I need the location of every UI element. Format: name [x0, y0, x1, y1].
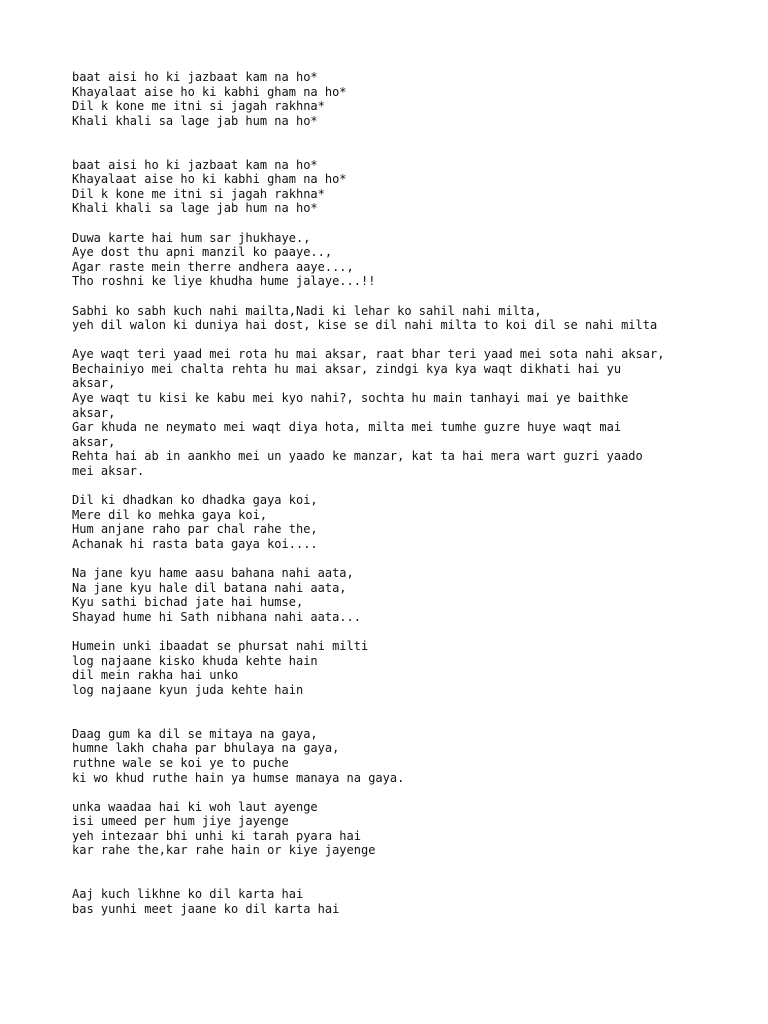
text-line: unka waadaa hai ki woh laut ayenge [72, 799, 318, 814]
text-line: Na jane kyu hame aasu bahana nahi aata, [72, 566, 354, 581]
stanza [72, 493, 752, 551]
stanza-gap [72, 625, 752, 640]
document-page [72, 70, 752, 916]
text-line: aksar, [72, 376, 116, 391]
text-line: log najaane kyun juda kehte hain [72, 682, 304, 697]
text-line: isi umeed per hum jiye jayenge [72, 814, 289, 829]
text-line: Shayad hume hi Sath nibhana nahi aata... [72, 609, 361, 624]
stanza-gap [72, 128, 752, 157]
stanza-gap [72, 785, 752, 800]
text-line: Aaj kuch likhne ko dil karta hai [72, 887, 304, 902]
text-line: Dil k kone me itni si jagah rakhna* [72, 186, 325, 201]
text-line: Sabhi ko sabh kuch nahi mailta,Nadi ki lehar ko sahil nahi milta, [72, 303, 542, 318]
text-line: Aye dost thu apni manzil ko paaye.., [72, 245, 333, 260]
text-line: Agar raste mein therre andhera aaye..., [72, 259, 354, 274]
text-line: Khali khali sa lage jab hum na ho* [72, 113, 318, 128]
text-line: Dil k kone me itni si jagah rakhna* [72, 99, 325, 114]
text-line: dil mein rakha hai unko [72, 668, 239, 683]
stanza-gap [72, 858, 752, 887]
stanza-gap [72, 698, 752, 727]
text-line: aksar, [72, 434, 116, 449]
stanza-gap [72, 479, 752, 494]
text-line: Humein unki ibaadat se phursat nahi milti [72, 639, 369, 654]
stanza [72, 887, 752, 916]
text-line: Duwa karte hai hum sar jhukhaye., [72, 230, 311, 245]
text-line: Aye waqt teri yaad mei rota hu mai aksar, raat bhar teri yaad mei sota nahi aksar, [72, 347, 665, 362]
stanza [72, 304, 752, 333]
text-line: Khayalaat aise ho ki kabhi gham na ho* [72, 84, 347, 99]
text-line: log najaane kisko khuda kehte hain [72, 653, 318, 668]
stanza-gap [72, 216, 752, 231]
text-line: Aye waqt tu kisi ke kabu mei kyo nahi?, sochta hu main tanhayi mai ye baithke [72, 391, 629, 406]
text-line: Khali khali sa lage jab hum na ho* [72, 201, 318, 216]
text-line: Bechainiyo mei chalta rehta hu mai aksar, zindgi kya kya waqt dikhati hai yu [72, 361, 622, 376]
stanza-gap [72, 333, 752, 348]
text-line: Kyu sathi bichad jate hai humse, [72, 595, 304, 610]
text-line: kar rahe the,kar rahe hain or kiye jayenge [72, 843, 376, 858]
text-line: baat aisi ho ki jazbaat kam na ho* [72, 70, 318, 84]
text-line: ki wo khud ruthe hain ya humse manaya na gaya. [72, 770, 405, 785]
text-line: Tho roshni ke liye khudha hume jalaye...!! [72, 274, 376, 289]
text-line: Na jane kyu hale dil batana nahi aata, [72, 580, 347, 595]
text-line: humne lakh chaha par bhulaya na gaya, [72, 741, 340, 756]
text-line: baat aisi ho ki jazbaat kam na ho* [72, 157, 318, 172]
text-line: Khayalaat aise ho ki kabhi gham na ho* [72, 172, 347, 187]
stanza-gap [72, 289, 752, 304]
text-line: Gar khuda ne neymato mei waqt diya hota, milta mei tumhe guzre huye waqt mai [72, 420, 622, 435]
text-line: bas yunhi meet jaane ko dil karta hai [72, 901, 340, 916]
stanza [72, 70, 752, 128]
stanza [72, 158, 752, 216]
text-line: Daag gum ka dil se mitaya na gaya, [72, 726, 318, 741]
text-line: yeh intezaar bhi unhi ki tarah pyara hai [72, 828, 361, 843]
stanza [72, 566, 752, 624]
text-line: Hum anjane raho par chal rahe the, [72, 522, 318, 537]
stanza [72, 231, 752, 289]
text-line: ruthne wale se koi ye to puche [72, 755, 289, 770]
stanza [72, 347, 752, 478]
text-line: Achanak hi rasta bata gaya koi.... [72, 537, 318, 551]
text-line: mei aksar. [72, 464, 145, 479]
text-line: yeh dil walon ki duniya hai dost, kise se dil nahi milta to koi dil se nahi milta [72, 318, 658, 333]
stanza [72, 800, 752, 858]
stanza [72, 727, 752, 785]
text-line: Rehta hai ab in aankho mei un yaado ke manzar, kat ta hai mera wart guzri yaado [72, 449, 643, 464]
stanza-gap [72, 552, 752, 567]
text-line: Dil ki dhadkan ko dhadka gaya koi, [72, 493, 318, 508]
stanza [72, 639, 752, 697]
text-line: aksar, [72, 405, 116, 420]
text-line: Mere dil ko mehka gaya koi, [72, 507, 268, 522]
